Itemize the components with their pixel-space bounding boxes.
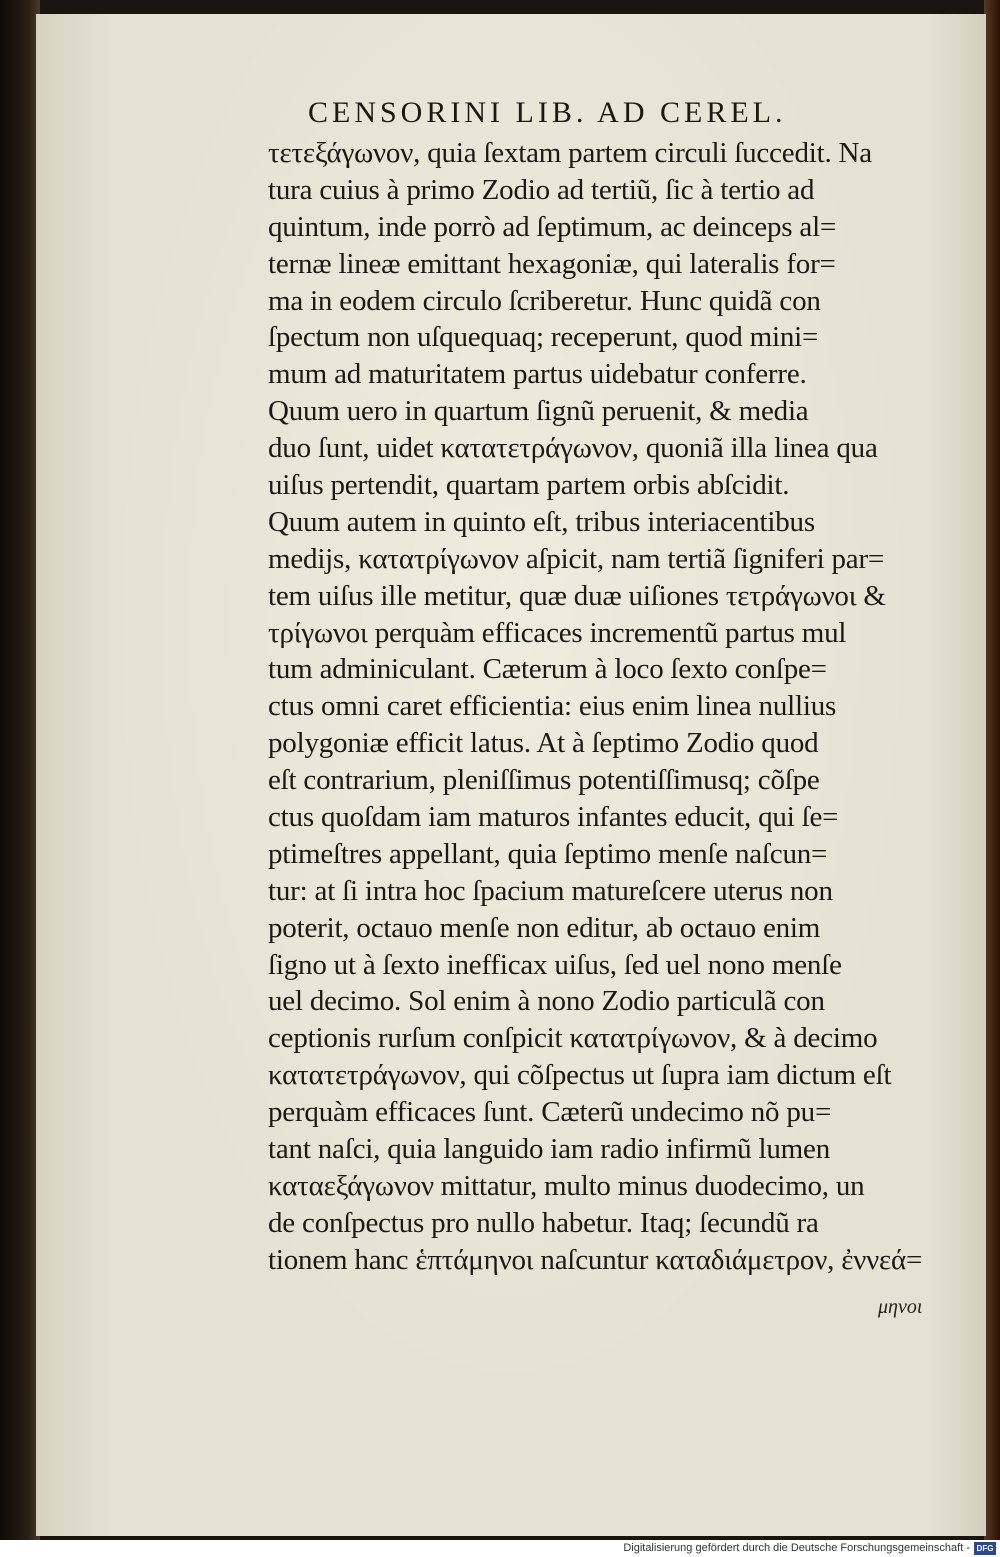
text-line: polygoniæ efficit latus. At à ſeptimo Zodio quod [268, 727, 819, 760]
text-line: ſigno ut à ſexto inefficax uiſus, ſed uel nono menſe [268, 948, 842, 981]
text-line: tura cuius à primo Zodio ad tertiũ, ſic à tertio ad [268, 173, 815, 206]
text-line: de conſpectus pro nullo habetur. Itaq; ſecundũ ra [268, 1206, 819, 1239]
text-line: Quum autem in quinto eſt, tribus interiacentibus [268, 505, 815, 538]
text-line: τετεξάγωνον, quia ſextam partem circuli ſuccedit. Na [268, 137, 872, 169]
text-line: quintum, inde porrò ad ſeptimum, ac deinceps al= [268, 210, 837, 243]
text-line: ptimeſtres appellant, quia ſeptimo menſe naſcun= [268, 837, 828, 870]
running-head: CENSORINI LIB. AD CEREL. [308, 96, 787, 129]
scan-edge-left [0, 0, 40, 1540]
text-line: medijs, κατατρίγωνον aſpicit, nam tertiã ſigniferi par= [268, 542, 885, 575]
text-line: tur: at ſi intra hoc ſpacium matureſcere uterus non [268, 874, 833, 907]
text-line: ceptionis rurſum conſpicit κατατρίγωνον, & à decimo [268, 1022, 878, 1055]
text-line: ctus quoſdam iam maturos infantes educit, qui ſe= [268, 801, 839, 834]
text-line: tant naſci, quia languido iam radio infirmũ lumen [268, 1133, 831, 1166]
text-line: uel decimo. Sol enim à nono Zodio particulã con [268, 985, 825, 1018]
text-line: tum adminiculant. Cæterum à loco ſexto conſpe= [268, 653, 827, 686]
text-line: uiſus pertendit, quartam partem orbis abſcidit. [268, 469, 790, 502]
text-line: ctus omni caret efficientia: eius enim linea nullius [268, 690, 837, 723]
text-line: tem uiſus ille metitur, quæ duæ uiſiones τετράγωνοι & [268, 579, 886, 612]
footer-credit: Digitalisierung gefördert durch die Deutsche Forschungsgemeinschaft - [623, 1542, 970, 1554]
text-line: perquàm efficaces ſunt. Cæterũ undecimo nõ pu= [268, 1096, 832, 1129]
text-line: eſt contrarium, pleniſſimus potentiſſimusq; cõſpe [268, 764, 820, 797]
scan-edge-right [984, 0, 1000, 1540]
text-block [268, 135, 948, 1279]
dfg-logo-icon: DFG [974, 1542, 996, 1555]
text-line: Quum uero in quartum ſignũ peruenit, & media [268, 395, 809, 428]
text-line: καταεξάγωνον mittatur, multo minus duodecimo, un [268, 1169, 865, 1202]
text-line: poterit, octauo menſe non editur, ab octauo enim [268, 911, 821, 944]
text-line: ſpectum non uſquequaq; receperunt, quod mini= [268, 321, 819, 354]
catchword: μηνοι [878, 1296, 923, 1318]
text-line: κατατετράγωνον, qui cõſpectus ut ſupra iam dictum eſt [268, 1059, 892, 1092]
footer-bar [0, 1540, 1000, 1557]
text-line: ternæ lineæ emittant hexagoniæ, qui lateralis for= [268, 247, 836, 280]
text-line: ma in eodem circulo ſcriberetur. Hunc quidã con [268, 284, 821, 317]
text-line: τρίγωνοι perquàm efficaces incrementũ partus mul [268, 616, 847, 649]
text-line: tionem hanc ἑπτάμηνοι naſcuntur καταδιάμετρον, ἐννεά= [268, 1243, 923, 1276]
text-line: mum ad maturitatem partus uidebatur conferre. [268, 358, 807, 391]
text-line: duo ſunt, uidet κατατετράγωνον, quoniã illa linea qua [268, 432, 878, 465]
